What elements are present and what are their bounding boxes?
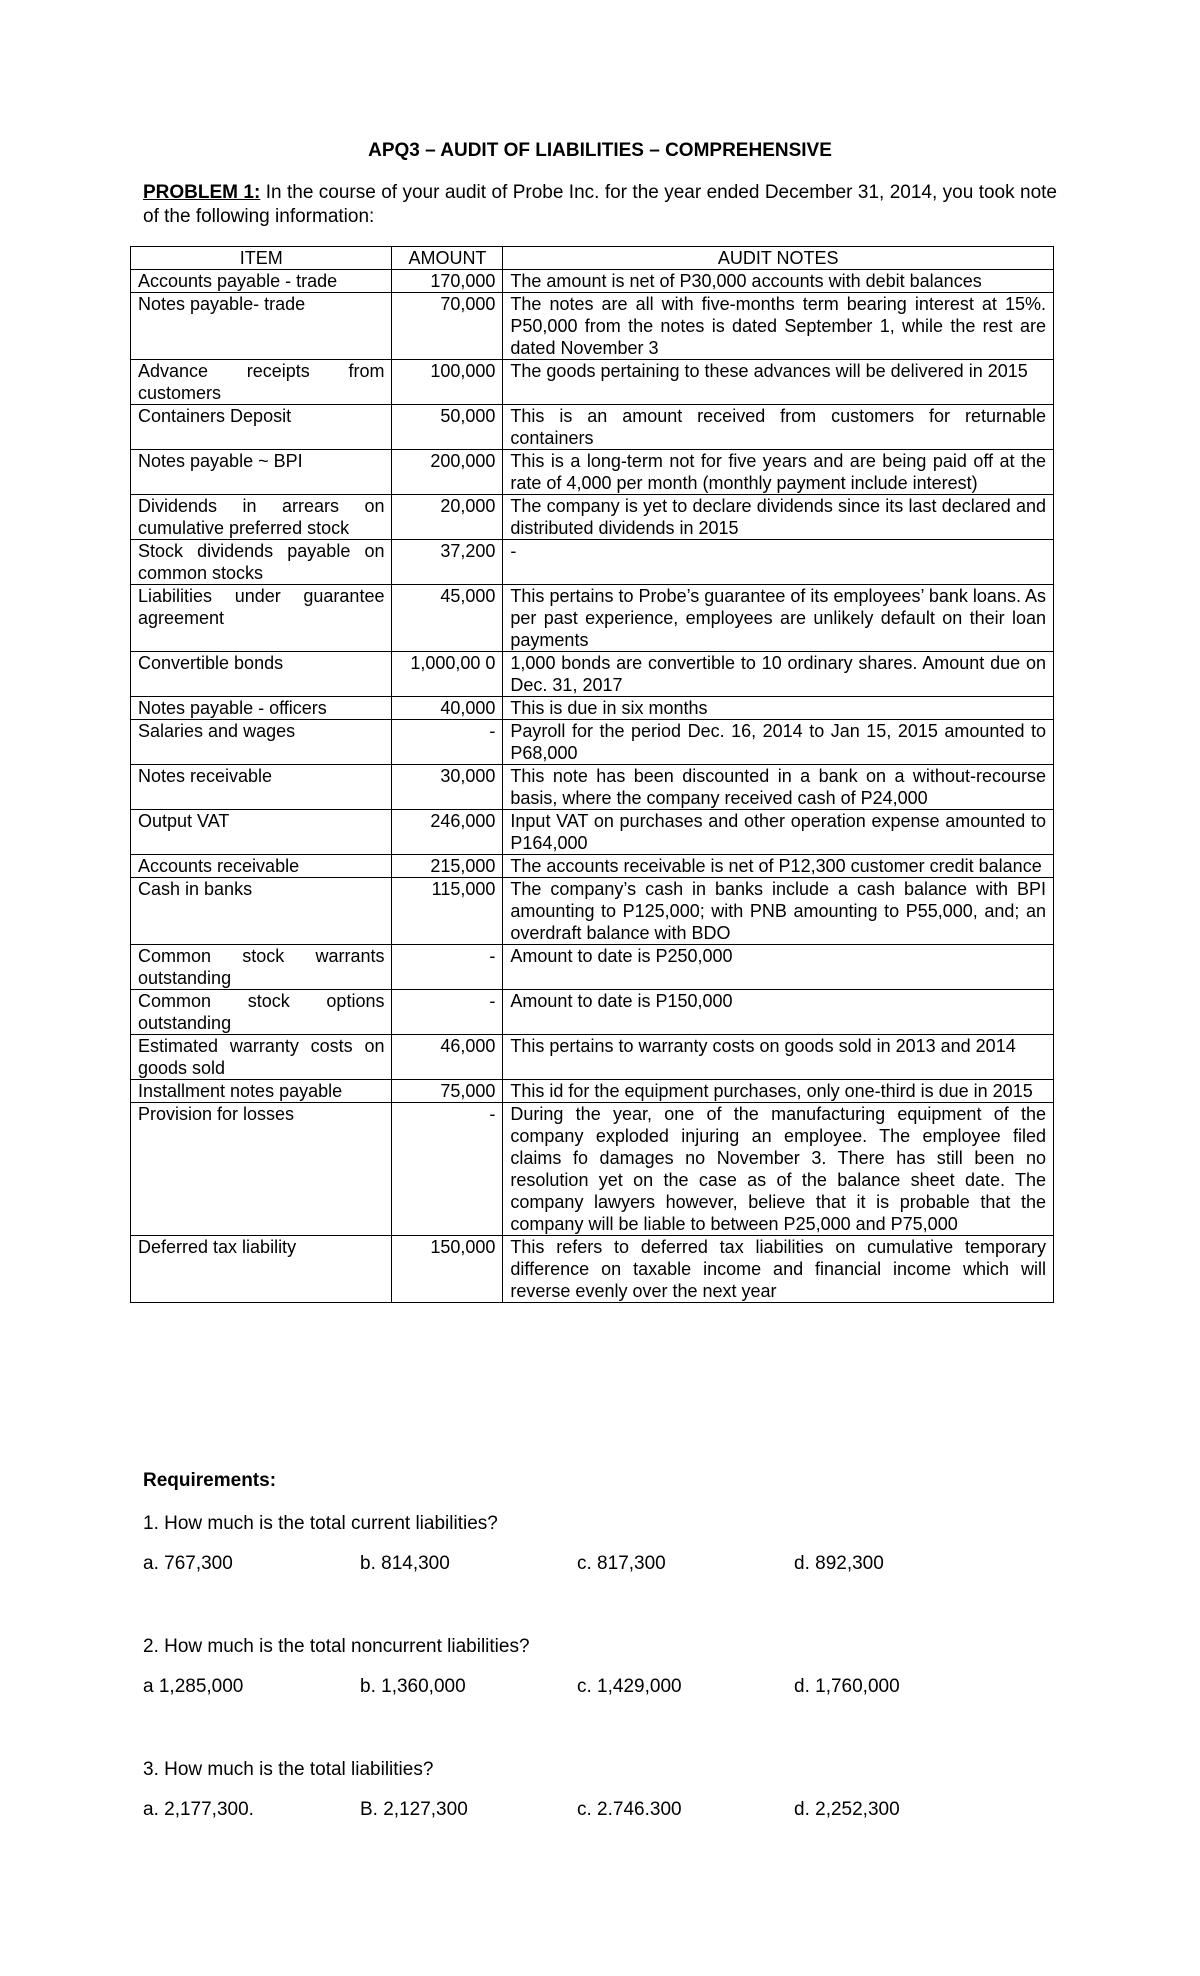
header-audit-notes: AUDIT NOTES <box>503 247 1054 270</box>
row-item: Output VAT <box>131 810 392 855</box>
table-row <box>131 360 1054 405</box>
row-amount: 30,000 <box>392 765 503 810</box>
row-amount: - <box>392 1103 503 1236</box>
row-note: The company is yet to declare dividends since its last declared and distributed dividends in 2015 <box>503 495 1054 540</box>
question-2: 2. How much is the total noncurrent liabilities? <box>143 1636 530 1657</box>
row-item: Provision for losses <box>131 1103 392 1236</box>
document-title: APQ3 – AUDIT OF LIABILITIES – COMPREHENSIVE <box>368 140 832 161</box>
option-a: a. 2,177,300. <box>143 1799 254 1820</box>
row-item: Dividends in arrears on cumulative preferred stock <box>131 495 392 540</box>
row-amount: 150,000 <box>392 1236 503 1303</box>
row-note: Amount to date is P250,000 <box>503 945 1054 990</box>
table-row <box>131 1236 1054 1303</box>
row-item: Accounts payable - trade <box>131 270 392 293</box>
table-row <box>131 720 1054 765</box>
row-note: The notes are all with five-months term bearing interest at 15%. P50,000 from the notes is dated September 1, while the rest are dated November 3 <box>503 293 1054 360</box>
option-c: c. 2.746.300 <box>577 1799 682 1820</box>
row-item: Convertible bonds <box>131 652 392 697</box>
option-b: b. 1,360,000 <box>360 1676 466 1697</box>
row-note: - <box>503 540 1054 585</box>
requirements-heading: Requirements: <box>143 1470 277 1491</box>
table-row <box>131 652 1054 697</box>
table-row <box>131 585 1054 652</box>
option-c: c. 1,429,000 <box>577 1676 682 1697</box>
table-row <box>131 293 1054 360</box>
option-c: c. 817,300 <box>577 1553 666 1574</box>
row-amount: 215,000 <box>392 855 503 878</box>
option-a: a 1,285,000 <box>143 1676 244 1697</box>
row-amount: 75,000 <box>392 1080 503 1103</box>
row-item: Advance receipts from customers <box>131 360 392 405</box>
row-note: The company’s cash in banks include a cash balance with BPI amounting to P125,000; with PNB amounting to P55,000, and; an overdraft balance with BDO <box>503 878 1054 945</box>
problem-label: PROBLEM 1: <box>143 182 261 203</box>
row-amount: 1,000,00 0 <box>392 652 503 697</box>
row-note: This is an amount received from customers for returnable containers <box>503 405 1054 450</box>
row-note: This note has been discounted in a bank on a without-recourse basis, where the company received cash of P24,000 <box>503 765 1054 810</box>
row-amount: 46,000 <box>392 1035 503 1080</box>
row-amount: 115,000 <box>392 878 503 945</box>
row-note: During the year, one of the manufacturing equipment of the company exploded injuring an employee. The employee filed claims fo damages no November 3. There has still been no resolution yet on the case as of the balance sheet date. The company lawyers however, believe that it is probable that the company will be liable to between P25,000 and P75,000 <box>503 1103 1054 1236</box>
row-item: Estimated warranty costs on goods sold <box>131 1035 392 1080</box>
option-d: d. 892,300 <box>794 1553 884 1574</box>
row-note: This is due in six months <box>503 697 1054 720</box>
table-row <box>131 990 1054 1035</box>
table-row <box>131 405 1054 450</box>
question-3: 3. How much is the total liabilities? <box>143 1759 434 1780</box>
row-note: Payroll for the period Dec. 16, 2014 to Jan 15, 2015 amounted to P68,000 <box>503 720 1054 765</box>
row-item: Cash in banks <box>131 878 392 945</box>
row-note: 1,000 bonds are convertible to 10 ordinary shares. Amount due on Dec. 31, 2017 <box>503 652 1054 697</box>
option-d: d. 1,760,000 <box>794 1676 900 1697</box>
row-amount: 37,200 <box>392 540 503 585</box>
table-row <box>131 855 1054 878</box>
table-header-row <box>131 247 1054 270</box>
row-item: Common stock warrants outstanding <box>131 945 392 990</box>
question-1: 1. How much is the total current liabilities? <box>143 1513 498 1534</box>
row-note: This refers to deferred tax liabilities on cumulative temporary difference on taxable income and financial income which will reverse evenly over the next year <box>503 1236 1054 1303</box>
table-row <box>131 878 1054 945</box>
option-d: d. 2,252,300 <box>794 1799 900 1820</box>
row-amount: 200,000 <box>392 450 503 495</box>
row-item: Containers Deposit <box>131 405 392 450</box>
table-row <box>131 540 1054 585</box>
row-amount: 45,000 <box>392 585 503 652</box>
option-b: B. 2,127,300 <box>360 1799 468 1820</box>
row-amount: 50,000 <box>392 405 503 450</box>
row-amount: 100,000 <box>392 360 503 405</box>
row-amount: 170,000 <box>392 270 503 293</box>
row-amount: 70,000 <box>392 293 503 360</box>
table-row <box>131 450 1054 495</box>
row-item: Installment notes payable <box>131 1080 392 1103</box>
header-amount: AMOUNT <box>392 247 503 270</box>
row-item: Notes payable - officers <box>131 697 392 720</box>
table-row <box>131 270 1054 293</box>
table-row <box>131 1035 1054 1080</box>
problem-intro <box>143 181 1057 229</box>
row-item: Accounts receivable <box>131 855 392 878</box>
row-note: This pertains to Probe’s guarantee of its employees’ bank loans. As per past experience, employees are unlikely default on their loan payments <box>503 585 1054 652</box>
table-row <box>131 945 1054 990</box>
row-note: This pertains to warranty costs on goods sold in 2013 and 2014 <box>503 1035 1054 1080</box>
row-note: This is a long-term not for five years and are being paid off at the rate of 4,000 per month (monthly payment include interest) <box>503 450 1054 495</box>
table-row <box>131 495 1054 540</box>
row-amount: 40,000 <box>392 697 503 720</box>
row-item: Deferred tax liability <box>131 1236 392 1303</box>
row-item: Liabilities under guarantee agreement <box>131 585 392 652</box>
row-item: Common stock options outstanding <box>131 990 392 1035</box>
row-note: The goods pertaining to these advances will be delivered in 2015 <box>503 360 1054 405</box>
row-item: Notes receivable <box>131 765 392 810</box>
row-amount: - <box>392 945 503 990</box>
option-b: b. 814,300 <box>360 1553 450 1574</box>
row-note: The accounts receivable is net of P12,300 customer credit balance <box>503 855 1054 878</box>
row-amount: - <box>392 990 503 1035</box>
row-note: Amount to date is P150,000 <box>503 990 1054 1035</box>
row-note: The amount is net of P30,000 accounts with debit balances <box>503 270 1054 293</box>
table-row <box>131 765 1054 810</box>
row-item: Stock dividends payable on common stocks <box>131 540 392 585</box>
header-item: ITEM <box>131 247 392 270</box>
row-note: Input VAT on purchases and other operation expense amounted to P164,000 <box>503 810 1054 855</box>
row-amount: - <box>392 720 503 765</box>
row-amount: 20,000 <box>392 495 503 540</box>
row-item: Salaries and wages <box>131 720 392 765</box>
table-row <box>131 810 1054 855</box>
table-row <box>131 1080 1054 1103</box>
option-a: a. 767,300 <box>143 1553 233 1574</box>
table-row <box>131 697 1054 720</box>
problem-text: In the course of your audit of Probe Inc. for the year ended December 31, 2014, you took note of the following information: <box>143 182 1057 227</box>
row-item: Notes payable- trade <box>131 293 392 360</box>
table-row <box>131 1103 1054 1236</box>
row-note: This id for the equipment purchases, only one-third is due in 2015 <box>503 1080 1054 1103</box>
row-item: Notes payable ~ BPI <box>131 450 392 495</box>
liabilities-table <box>130 246 1054 1303</box>
row-amount: 246,000 <box>392 810 503 855</box>
